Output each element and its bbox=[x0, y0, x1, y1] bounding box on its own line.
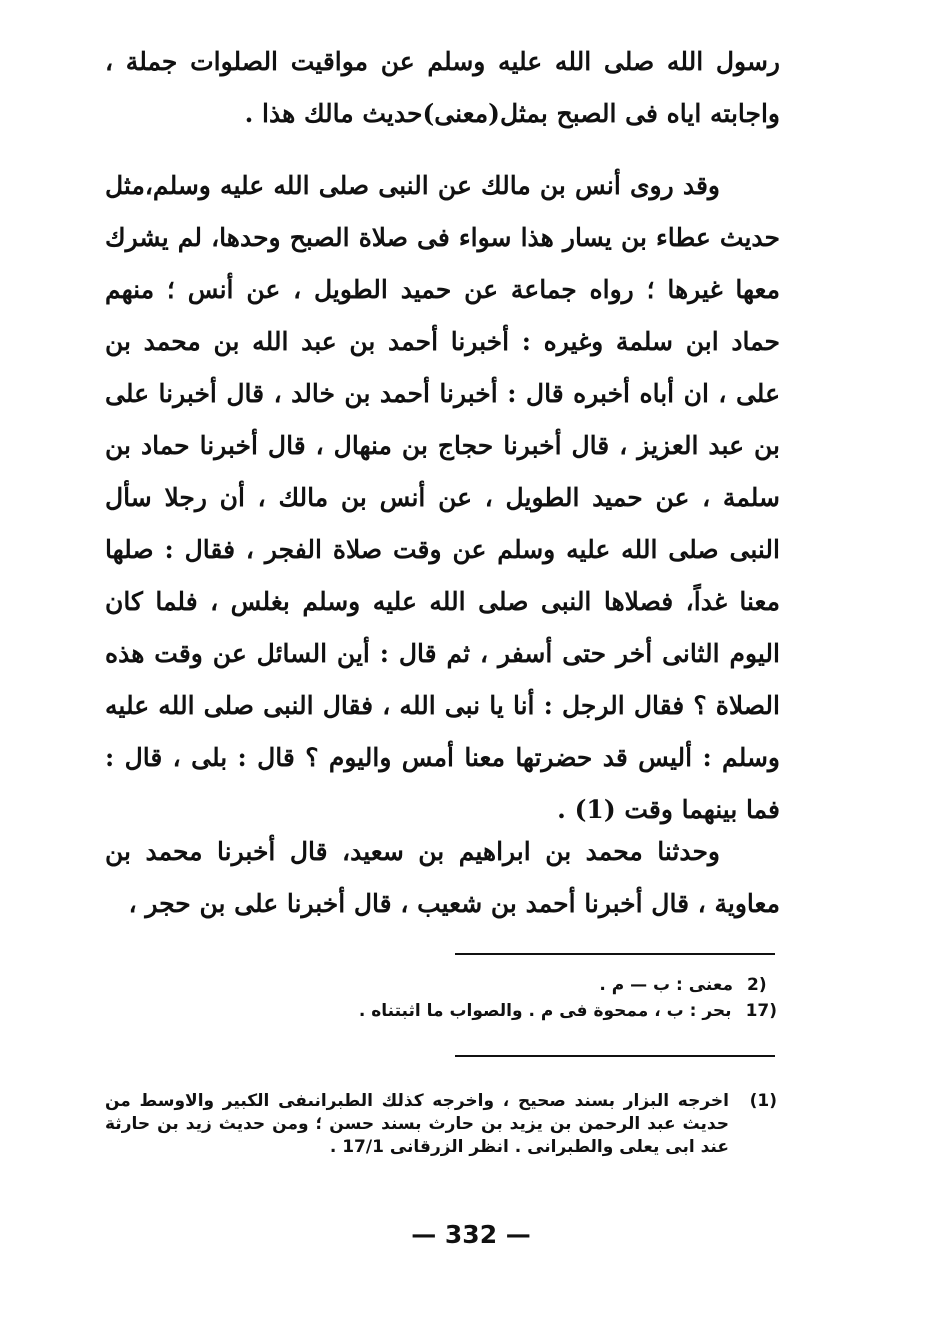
variant-note-text: معنى : ب — م . bbox=[599, 975, 733, 995]
variant-notes bbox=[105, 972, 777, 1024]
footnote-number: (1) bbox=[749, 1091, 777, 1111]
body-paragraph: وحدثنا محمد بن ابراهيم بن سعيد، قال أخبرنا محمد بن معاوية ، قال أخبرنا أحمد بن شعيب ، قال أخبرنا على بن حجر ، bbox=[105, 837, 780, 918]
variant-note-text: بحر : ب ، ممحوة فى م . والصواب ما اثبتناه . bbox=[358, 1001, 732, 1021]
variant-note-number: 2) bbox=[747, 975, 767, 995]
footnote-divider-top bbox=[455, 953, 775, 955]
footnote-text: اخرجه البزار بسند صحيح ، واخرجه كذلك الطبرانىفى الكبير والاوسط من حديث عبد الرحمن بن يزيد بن حارث بسند حسن ؛ ومن حديث زيد بن حارثة عند ابى يعلى والطبرانى . انظر الزرقانى 17/1 . bbox=[105, 1091, 729, 1157]
body-paragraph: وقد روى أنس بن مالك عن النبى صلى الله عليه وسلم،مثل حديث عطاء بن يسار هذا سواء فى صلاة الصبح وحدها، لم يشرك معها غيرها ؛ رواه جماعة عن حميد الطويل ، عن أنس ؛ منهم حماد ابن سلمة وغيره : أخبرنا أحمد بن عبد الله بن محمد بن على ، ان أباه أخبره قال : أخبرنا أحمد بن خالد ، قال أخبرنا على بن عبد العزيز ، قال أخبرنا حجاج بن منهال ، قال أخبرنا حماد بن سلمة ، عن حميد الطويل ، عن أنس بن مالك ، أن رجلا سأل النبى صلى الله عليه وسلم عن وقت صلاة الفجر ، فقال : صلها معنا غداً، فصلاها النبى صلى الله عليه وسلم بغلس ، فلما كان اليوم الثانى أخر حتى أسفر ، ثم قال : أين السائل عن وقت هذه الصلاة ؟ فقال الرجل : أنا يا نبى الله ، فقال النبى صلى الله عليه وسلم : أليس قد حضرتها معنا أمس واليوم ؟ قال : بلى ، قال : فما بينهما وقت (1) . bbox=[105, 171, 780, 824]
paragraph-isnad bbox=[105, 826, 780, 930]
footnotes bbox=[105, 1090, 777, 1159]
body-paragraph: رسول الله صلى الله عليه وسلم عن مواقيت الصلوات جملة ، واجابته اياه فى الصبح بمثل(معنى)حديث مالك هذا . bbox=[105, 47, 780, 128]
variant-note bbox=[105, 972, 777, 998]
footnote-divider-bottom bbox=[455, 1055, 775, 1057]
paragraph-anas-hadith bbox=[105, 160, 780, 836]
page-number: — 332 — bbox=[411, 1220, 531, 1249]
footnote bbox=[105, 1090, 777, 1159]
paragraph-continuation bbox=[105, 36, 780, 140]
variant-note-number: 17) bbox=[745, 1001, 777, 1021]
variant-note bbox=[105, 998, 777, 1024]
